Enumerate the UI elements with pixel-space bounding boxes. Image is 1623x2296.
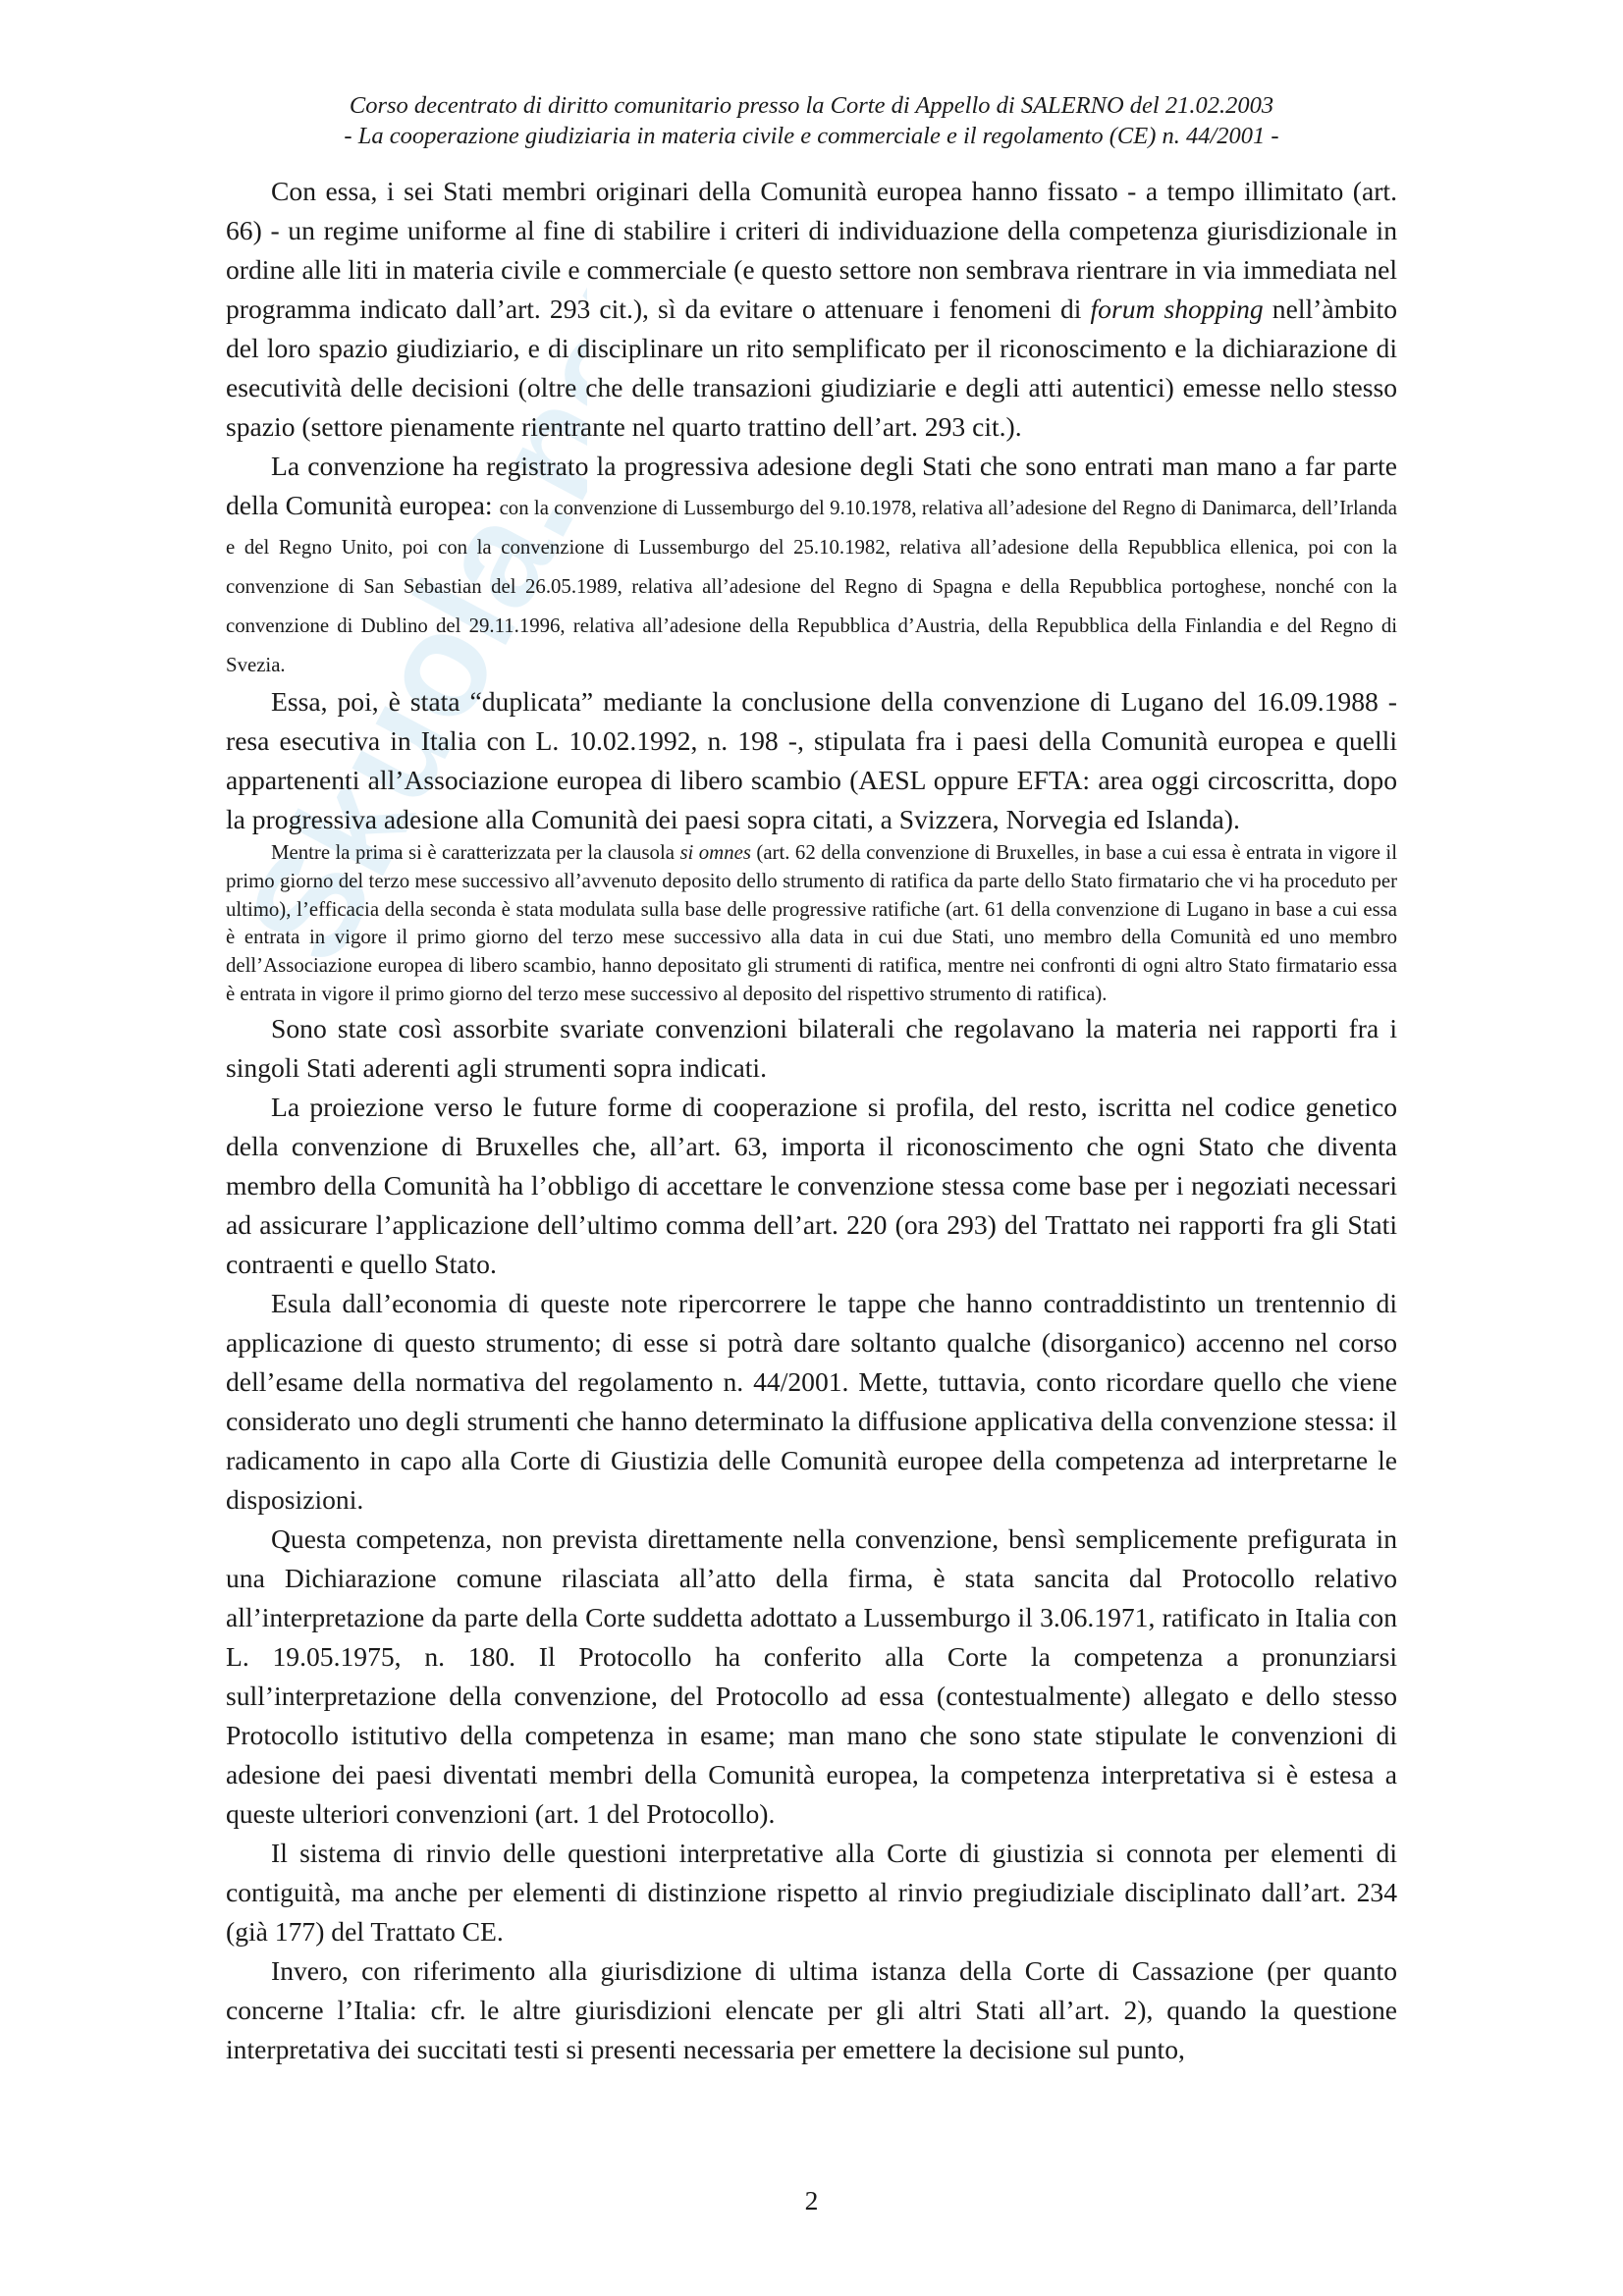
paragraph-8: Questa competenza, non prevista direttamente nella convenzione, bensì semplicemente prefigurata in una Dichiarazione comune rilasciata all’atto della firma, è stata sancita dal Protocollo relativo all’interpretazione da parte della Corte suddetta adottato a Lussemburgo il 3.06.1971, ratificato in Italia con L. 19.05.1975, n. 180. Il Protocollo ha conferito alla Corte la competenza a pronunziarsi sull’interpretazione della convenzione, del Protocollo ad essa (contestualmente) allegato e dello stesso Protocollo istitutivo della competenza in esame; man mano che sono state stipulate le convenzioni di adesione dei paesi diventati membri della Comunità europea, la competenza interpretativa si è estesa a queste ulteriori convenzioni (art. 1 del Protocollo). bbox=[226, 1522, 1397, 1829]
paragraph-3: Essa, poi, è stata “duplicata” mediante la conclusione della convenzione di Lugano del 16.09.1988 - resa esecutiva in Italia con L. 10.02.1992, n. 198 -, stipulata fra i paesi della Comunità europea e quelli appartenenti all’Associazione europea di libero scambio (AESL oppure EFTA: area oggi circoscritta, dopo la progressiva adesione alla Comunità dei paesi sopra citati, a Svizzera, Norvegia ed Islanda). bbox=[226, 686, 1397, 834]
paragraph-1-text-a: Con essa, i sei Stati membri originari della Comunità europea hanno fissato - a tempo illimitato (art. 66) - un regime uniforme al fine di stabilire i criteri di individuazione della competenza giurisdizionale in ordine alle liti in materia civile e commerciale (e questo settore non sembrava rientrare in via immediata nel programma indicato dall’art. 293 cit.), sì da evitare o attenuare i fenomeni di bbox=[226, 176, 1397, 324]
paragraph-2-small-text: con la convenzione di Lussemburgo del 9.10.1978, relativa all’adesione del Regno di Danimarca, dell’Irlanda e del Regno Unito, poi con la convenzione di Lussemburgo del 25.10.1982, relativa all’adesione della Repubblica ellenica, poi con la convenzione di San Sebastian del 26.05.1989, relativa all’adesione del Regno di Spagna e della Repubblica portoghese, nonché con la convenzione di Dublino del 29.11.1996, relativa all’adesione della Repubblica d’Austria, della Repubblica della Finlandia e del Regno di Svezia. bbox=[226, 497, 1397, 676]
paragraph-9: Il sistema di rinvio delle questioni interpretative alla Corte di giustizia si connota per elementi di contiguità, ma anche per elementi di distinzione rispetto al rinvio pregiudiziale disciplinato dall’art. 234 (già 177) del Trattato CE. bbox=[226, 1837, 1397, 1947]
paragraph-4-note bbox=[226, 839, 1397, 1009]
paragraph-7: Esula dall’economia di queste note ripercorrere le tappe che hanno contraddistinto un trentennio di applicazione di questo strumento; di esse si potrà dare soltanto qualche (disorganico) accenno nel corso dell’esame della normativa del regolamento n. 44/2001. Mette, tuttavia, conto ricordare quello che viene considerato uno degli strumenti che hanno determinato la diffusione applicativa della convenzione stessa: il radicamento in capo alla Corte di Giustizia delle Comunità europee della competenza ad interpretarne le disposizioni. bbox=[226, 1287, 1397, 1515]
paragraph-1 bbox=[226, 172, 1397, 447]
paragraph-2-text-a: La convenzione ha registrato la progressiva adesione degli Stati che sono entrati man mano a far parte della Comunità europea: bbox=[226, 451, 1397, 520]
paragraph-2 bbox=[226, 447, 1397, 682]
paragraph-4-text-c: (art. 62 della convenzione di Bruxelles, in base a cui essa è entrata in vigore il primo giorno del terzo mese successivo all’avvenuto deposito dello strumento di ratifica da parte dello Stato firmatario che vi ha proceduto per ultimo), l’efficacia della seconda è stata modulata sulla base delle progressive ratifiche (art. 61 della convenzione di Lugano in base a cui essa è entrata in vigore il primo giorno del terzo mese successivo alla data in cui due Stati, uno membro della Comunità ed uno membro dell’Associazione europea di libero scambio, hanno depositato gli strumenti di ratifica, mentre nei confronti di ogni altro Stato firmatario essa è entrata in vigore il primo giorno del terzo mese successivo al deposito del rispettivo strumento di ratifica). bbox=[226, 841, 1397, 1005]
paragraph-5: Sono state così assorbite svariate convenzioni bilaterali che regolavano la materia nei rapporti fra i singoli Stati aderenti agli strumenti sopra indicati. bbox=[226, 1012, 1397, 1083]
paragraph-10: Invero, con riferimento alla giurisdizione di ultima istanza della Corte di Cassazione (per quanto concerne l’Italia: cfr. le altre giurisdizioni elencate per gli altri Stati all’art. 2), quando la questione interpretativa dei succitati testi si presenti necessaria per emettere la decisione sul punto, bbox=[226, 1954, 1397, 2064]
running-header bbox=[226, 90, 1397, 151]
paragraph-1-text-c: nell’àmbito del loro spazio giudiziario, e di disciplinare un rito semplificato per il riconoscimento e la dichiarazione di esecutività delle decisioni (oltre che delle transazioni giudiziarie e degli atti autentici) emesse nello stesso spazio (settore pienamente rientrante nel quarto trattino dell’art. 293 cit.). bbox=[226, 294, 1397, 442]
paragraph-4-text-a: Mentre la prima si è caratterizzata per la clausola bbox=[271, 841, 680, 864]
watermark-text: Skuola.net bbox=[213, 251, 587, 988]
header-line-2: - La cooperazione giudiziaria in materia civile e commerciale e il regolamento (CE) n. 44/2001 - bbox=[344, 123, 1279, 149]
paragraph-6: La proiezione verso le future forme di cooperazione si profila, del resto, iscritta nel codice genetico della convenzione di Bruxelles che, all’art. 63, importa il riconoscimento che ogni Stato che diventa membro della Comunità ha l’obbligo di accettare le convenzione stessa come base per i negoziati necessari ad assicurare l’applicazione dell’ultimo comma dell’art. 220 (ora 293) del Trattato nei rapporti fra gli Stati contraenti e quello Stato. bbox=[226, 1091, 1397, 1279]
page-number: 2 bbox=[804, 2185, 819, 2216]
document-page bbox=[226, 90, 1397, 2069]
paragraph-4-italic-term: si omnes bbox=[679, 841, 751, 864]
paragraph-1-italic-term: forum shopping bbox=[1090, 294, 1264, 324]
header-line-1: Corso decentrato di diritto comunitario presso la Corte di Appello di SALERNO del 21.02.2003 bbox=[349, 92, 1274, 119]
